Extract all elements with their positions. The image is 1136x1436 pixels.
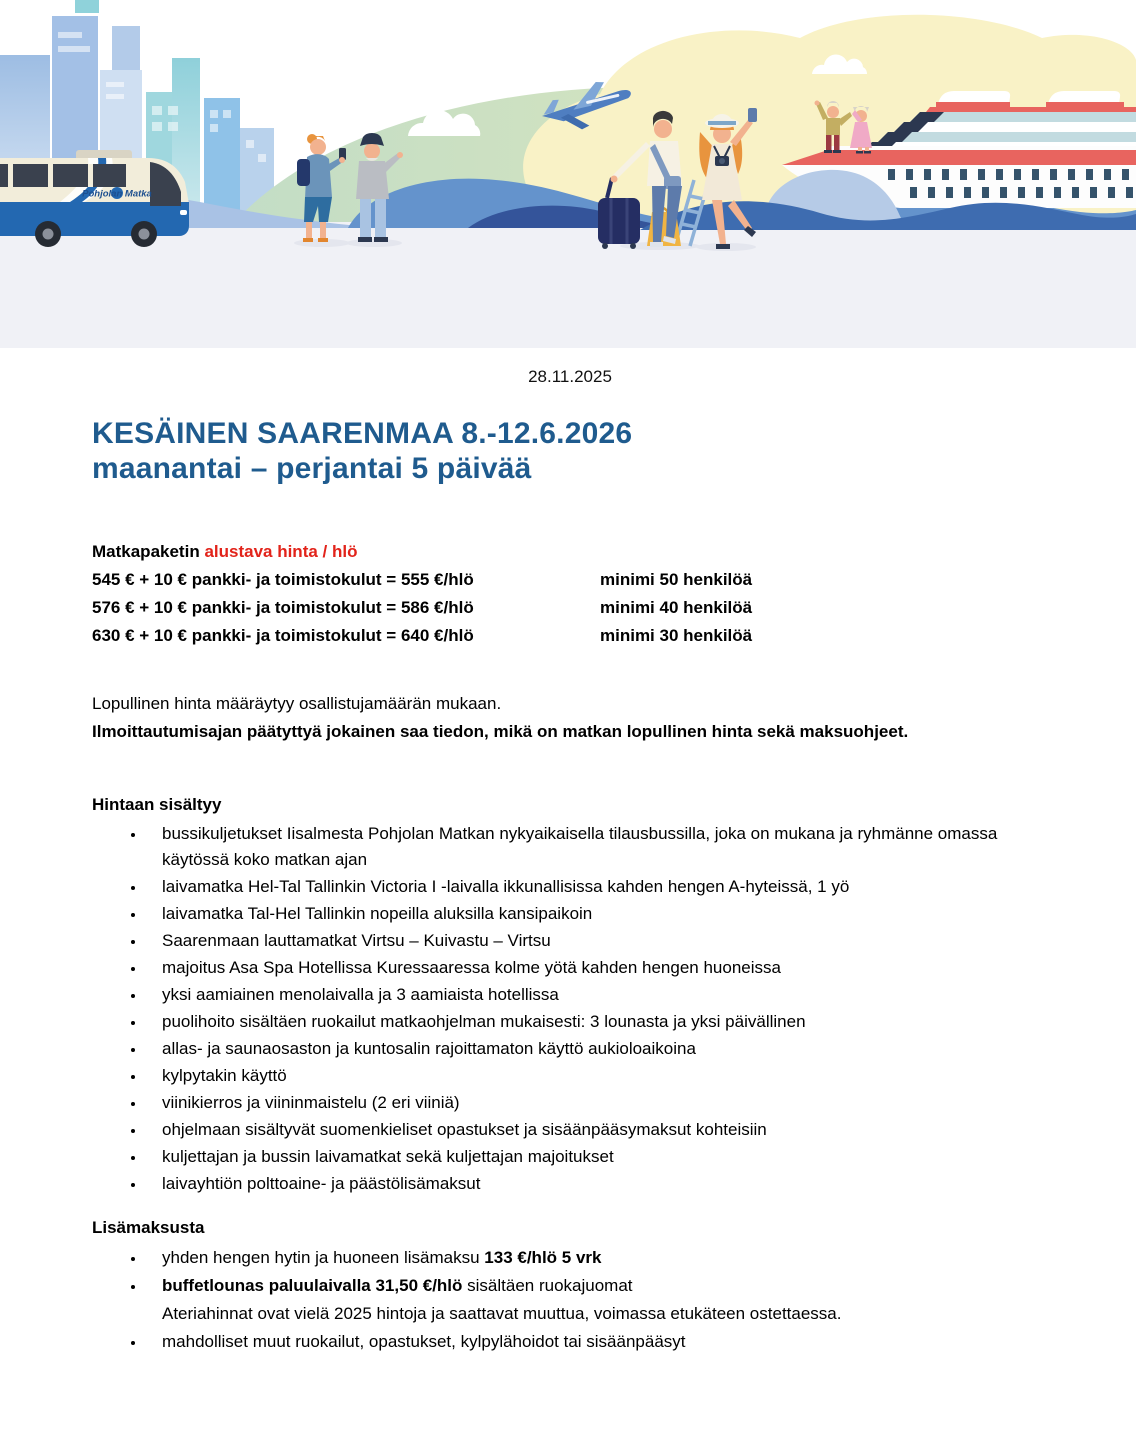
list-item-text: Saarenmaan lauttamatkat Virtsu – Kuivastu – Virtsu (162, 931, 551, 950)
extras-list (92, 1244, 1048, 1356)
list-item (146, 928, 1048, 954)
list-item (146, 982, 1048, 1008)
list-item (146, 1272, 1048, 1328)
list-item-text: ohjelmaan sisältyvät suomenkieliset opastukset ja sisäänpääsymaksut kohteisiin (162, 1120, 767, 1139)
document-body (0, 366, 1136, 1356)
list-item-text: laivamatka Hel-Tal Tallinkin Victoria I -laivalla ikkunallisissa kahden hengen A-hyteissä, 1 yö (162, 877, 850, 896)
pricing-label-highlight: alustava hinta / hlö (204, 542, 358, 561)
included-list (92, 821, 1048, 1197)
price-notes (92, 690, 1048, 746)
list-item-text: Ateriahinnat ovat vielä 2025 hintoja ja saattavat muuttua, voimassa etukäteen ostettaessa. (162, 1304, 842, 1323)
list-item-text: yhden hengen hytin ja huoneen lisämaksu (162, 1248, 485, 1267)
price-calculation: 576 € + 10 € pankki- ja toimistokulut = 586 €/hlö (92, 598, 474, 617)
price-row (92, 594, 1048, 622)
list-item-text: sisältäen ruokajuomat (462, 1276, 633, 1295)
list-item (146, 1063, 1048, 1089)
page-title (92, 416, 1048, 486)
price-note-1: Lopullinen hinta määräytyy osallistujamäärän mukaan. (92, 694, 502, 713)
list-item (146, 901, 1048, 927)
list-item-text: bussikuljetukset Iisalmesta Pohjolan Matkan nykyaikaisella tilausbussilla, joka on mukana ja ryhmänne omassa käytössä koko matkan ajan (162, 824, 998, 869)
bus-logo: Pohjolan Matka (82, 188, 152, 200)
list-item-text: kuljettajan ja bussin laivamatkat sekä kuljettajan majoitukset (162, 1147, 614, 1166)
price-calculation: 630 € + 10 € pankki- ja toimistokulut = 640 €/hlö (92, 626, 474, 645)
list-item (146, 1117, 1048, 1143)
price-minimum-persons: minimi 50 henkilöä (600, 570, 753, 589)
ground (0, 222, 1136, 348)
list-item (146, 1036, 1048, 1062)
list-item-text: kylpytakin käyttö (162, 1066, 287, 1085)
pricing-rows (92, 566, 1048, 650)
list-item (146, 1244, 1048, 1272)
list-item-text: mahdolliset muut ruokailut, opastukset, kylpylähoidot tai sisäänpääsyt (162, 1332, 686, 1351)
list-item (146, 1009, 1048, 1035)
price-row (92, 622, 1048, 650)
list-item-text: puolihoito sisältäen ruokailut matkaohjelman mukaisesti: 3 lounasta ja yksi päivällinen (162, 1012, 806, 1031)
included-heading: Hintaan sisältyy (92, 795, 222, 814)
price-note-2: Ilmoittautumisajan päätyttyä jokainen saa tiedon, mikä on matkan lopullinen hinta sekä maksuohjeet. (92, 722, 909, 741)
list-item (146, 821, 1048, 873)
list-item-text: viinikierros ja viininmaistelu (2 eri viiniä) (162, 1093, 460, 1112)
list-item (146, 1144, 1048, 1170)
document-date: 28.11.2025 (528, 367, 612, 386)
list-item-text: yksi aamiainen menolaivalla ja 3 aamiaista hotellissa (162, 985, 559, 1004)
price-minimum-persons: minimi 30 henkilöä (600, 626, 753, 645)
list-item-text: laivamatka Tal-Hel Tallinkin nopeilla aluksilla kansipaikoin (162, 904, 593, 923)
list-item-text: allas- ja saunaosaston ja kuntosalin rajoittamaton käyttö aukioloaikoina (162, 1039, 696, 1058)
price-row (92, 566, 1048, 594)
price-calculation: 545 € + 10 € pankki- ja toimistokulut = 555 €/hlö (92, 570, 474, 589)
list-item-text-bold: buffetlounas paluulaivalla 31,50 €/hlö (162, 1276, 463, 1295)
list-item-text: majoitus Asa Spa Hotellissa Kuressaaressa kolme yötä kahden hengen huoneissa (162, 958, 781, 977)
list-item (146, 1328, 1048, 1356)
title-line-1: KESÄINEN SAARENMAA 8.-12.6.2026 (92, 417, 633, 450)
title-line-2: maanantai – perjantai 5 päivää (92, 452, 532, 485)
header-illustration (0, 0, 1136, 348)
list-item (146, 1090, 1048, 1116)
list-item-text: laivayhtiön polttoaine- ja päästölisämaksut (162, 1174, 481, 1193)
list-item (146, 955, 1048, 981)
list-item-text-bold: 133 €/hlö 5 vrk (484, 1248, 602, 1267)
pricing-label-prefix: Matkapaketin (92, 542, 205, 561)
list-item (146, 874, 1048, 900)
tour-bus-illustration (0, 150, 189, 247)
extras-heading: Lisämaksusta (92, 1218, 205, 1237)
pricing-section (92, 538, 1048, 650)
pricing-label (92, 538, 1048, 566)
list-item (146, 1171, 1048, 1197)
price-minimum-persons: minimi 40 henkilöä (600, 598, 753, 617)
